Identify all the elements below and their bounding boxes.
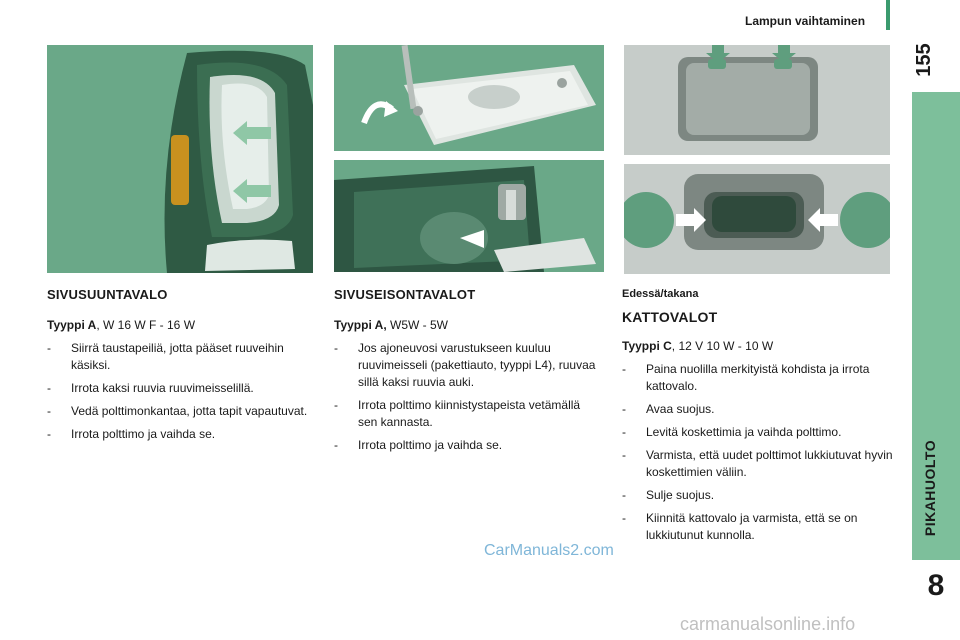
step-item	[47, 403, 317, 420]
step-item	[334, 437, 599, 454]
step-text: Siirrä taustapeiliä, jotta pääset ruuveihin käsiksi.	[71, 341, 284, 372]
step-text: Irrota kaksi ruuvia ruuvimeisselillä.	[71, 381, 254, 395]
bullet-dash: -	[47, 404, 51, 418]
step-item	[622, 447, 897, 481]
step-list	[334, 340, 599, 454]
step-text: Irrota polttimo kiinnistystapeista vetämällä sen kannasta.	[358, 398, 581, 429]
bulb-type	[622, 338, 897, 355]
step-item	[47, 426, 317, 443]
mirror-lamp-illustration	[47, 45, 313, 273]
bulb-type-label: Tyyppi A,	[334, 318, 387, 332]
step-text: Vedä polttimonkantaa, jotta tapit vapautuvat.	[71, 404, 308, 418]
chapter-tab-label: PIKAHUOLTO	[922, 439, 938, 537]
step-text: Levitä koskettimia ja vaihda polttimo.	[646, 425, 842, 439]
side-marker-section	[334, 286, 599, 460]
step-item	[334, 397, 599, 431]
step-text: Irrota polttimo ja vaihda se.	[71, 427, 216, 441]
header-accent-bar	[886, 0, 890, 30]
watermark-secondary: carmanualsonline.info	[680, 614, 856, 634]
section-heading: SIVUSEISONTAVALOT	[334, 287, 476, 302]
step-list	[47, 340, 317, 443]
bullet-dash: -	[622, 362, 626, 376]
step-item	[622, 401, 897, 418]
side-indicator-section	[47, 286, 317, 449]
bulb-type-value: W5W - 5W	[386, 318, 448, 332]
page-header-title: Lampun vaihtaminen	[745, 14, 866, 28]
bullet-dash: -	[334, 438, 338, 452]
bulb-type-value: , 12 V 10 W - 10 W	[671, 339, 774, 353]
step-text: Kiinnitä kattovalo ja varmista, että se on lukkiutunut kunnolla.	[646, 511, 858, 542]
step-text: Irrota polttimo ja vaihda se.	[358, 438, 503, 452]
bullet-dash: -	[622, 425, 626, 439]
chapter-number: 8	[927, 569, 945, 602]
ceiling-lamp-section	[622, 286, 897, 550]
step-item	[47, 380, 317, 397]
bullet-dash: -	[334, 398, 338, 412]
bullet-dash: -	[622, 511, 626, 525]
step-text: Avaa suojus.	[646, 402, 715, 416]
bullet-dash: -	[47, 427, 51, 441]
step-text: Paina nuolilla merkityistä kohdista ja irrota kattovalo.	[646, 362, 870, 393]
page-number: 155	[913, 43, 935, 77]
step-item	[622, 487, 897, 504]
bullet-dash: -	[47, 341, 51, 355]
side-marker-removal-illustration	[334, 45, 604, 151]
ceiling-lamp-bulb-illustration	[624, 164, 890, 274]
section-heading: SIVUSUUNTAVALO	[47, 287, 168, 302]
bulb-type-label: Tyyppi C	[622, 339, 672, 353]
bullet-dash: -	[622, 402, 626, 416]
step-item	[334, 340, 599, 391]
step-list	[622, 361, 897, 544]
watermark-link[interactable]: CarManuals2.com	[484, 542, 614, 559]
bulb-type-value: , W 16 W F - 16 W	[96, 318, 196, 332]
bullet-dash: -	[622, 448, 626, 462]
step-text: Sulje suojus.	[646, 488, 715, 502]
section-heading: KATTOVALOT	[622, 309, 718, 325]
step-item	[47, 340, 317, 374]
bullet-dash: -	[622, 488, 626, 502]
step-item	[622, 361, 897, 395]
bullet-dash: -	[47, 381, 51, 395]
ceiling-lamp-cover-illustration	[624, 45, 890, 155]
step-text: Jos ajoneuvosi varustukseen kuuluu ruuvimeisseli (pakettiauto, tyyppi L4), ruuvaa sillä kaksi ruuvia auki.	[358, 341, 596, 389]
marker-lamp-housing-illustration	[334, 160, 604, 272]
section-subheading: Edessä/takana	[622, 288, 699, 300]
bulb-type	[47, 317, 317, 334]
step-item	[622, 510, 897, 544]
bulb-type	[334, 317, 599, 334]
bullet-dash: -	[334, 341, 338, 355]
step-text: Varmista, että uudet polttimot lukkiutuvat hyvin koskettimien väliin.	[646, 448, 893, 479]
bulb-type-label: Tyyppi A	[47, 318, 97, 332]
step-item	[622, 424, 897, 441]
